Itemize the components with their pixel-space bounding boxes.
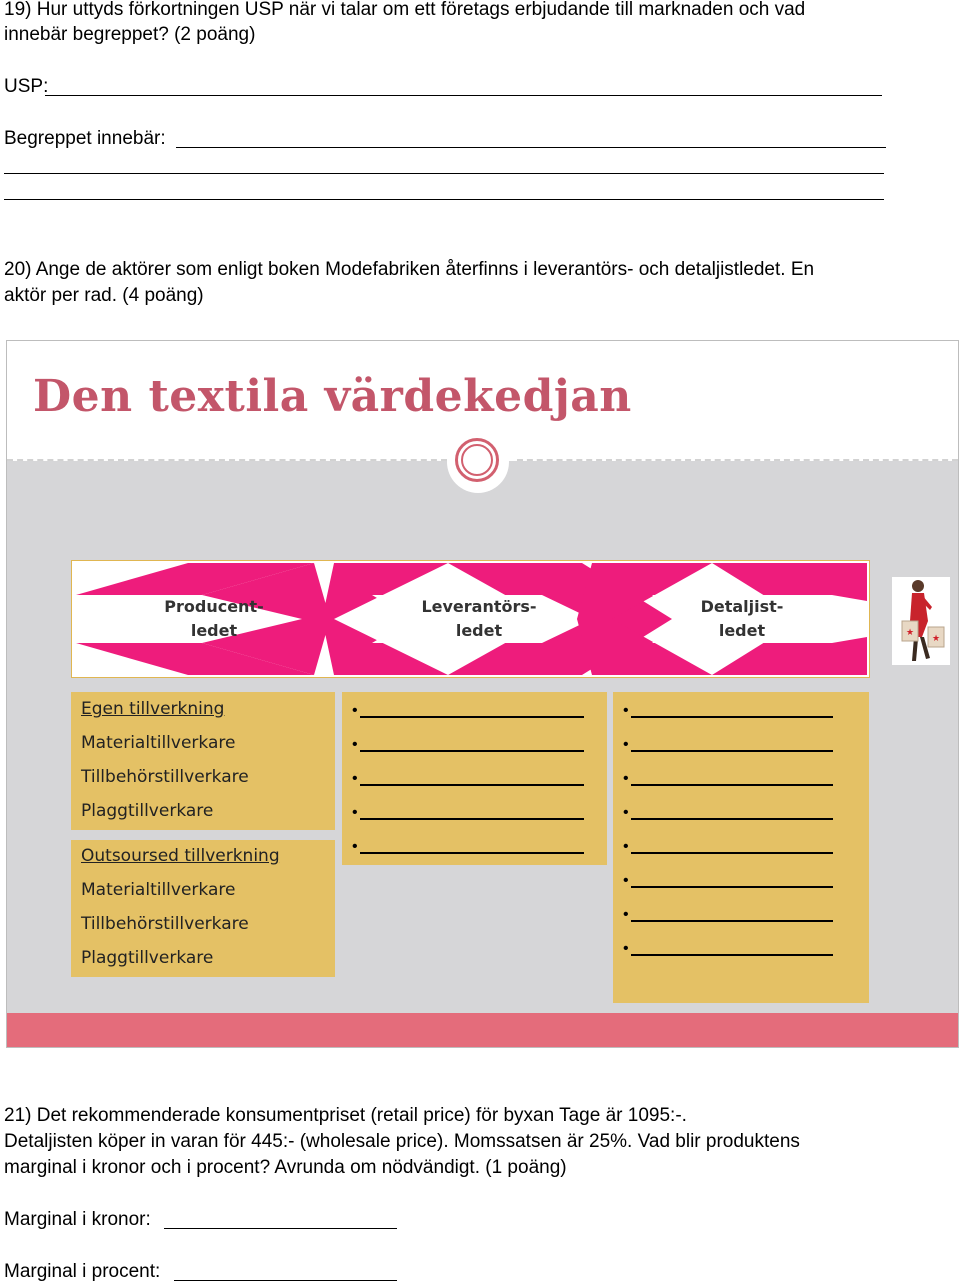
egen-tillverkning-heading: Egen tillverkning <box>81 699 225 719</box>
egen-tillbehor-item: Tillbehörstillverkare <box>81 767 249 787</box>
marginal-procent-answer-line[interactable] <box>174 1280 397 1281</box>
value-chain-chevrons <box>71 560 870 678</box>
detaljist-blank-6[interactable] <box>623 873 835 895</box>
bullet-icon: • <box>623 770 629 787</box>
outsourced-tillbehor-item: Tillbehörstillverkare <box>81 914 249 934</box>
usp-answer-line[interactable] <box>45 95 882 96</box>
chain-label-leverantor-line2: ledet <box>455 621 503 640</box>
slide-title: Den textila värdekedjan <box>33 371 632 422</box>
usp-label: USP: <box>4 76 49 97</box>
header-divider-left <box>7 459 447 461</box>
slide-footer-band <box>7 1013 958 1047</box>
q21-text-line3: marginal i kronor och i procent? Avrunda om nödvändigt. (1 poäng) <box>4 1157 567 1178</box>
leverantor-blank-4[interactable] <box>352 805 584 827</box>
chain-label-leverantor <box>409 595 549 643</box>
svg-text:★: ★ <box>905 628 915 638</box>
marginal-kronor-answer-line[interactable] <box>164 1228 397 1229</box>
marginal-kronor-label: Marginal i kronor: <box>4 1209 151 1230</box>
leverantor-blank-2[interactable] <box>352 737 584 759</box>
bullet-icon: • <box>623 872 629 889</box>
q21-text-line2: Detaljisten köper in varan för 445:- (wholesale price). Momssatsen är 25%. Vad blir produktens <box>4 1131 800 1152</box>
value-chain-slide <box>6 340 959 1048</box>
outsourced-plagg-item: Plaggtillverkare <box>81 948 214 968</box>
outsourced-tillverkning-panel <box>71 840 335 977</box>
detaljist-blank-4[interactable] <box>623 805 835 827</box>
chain-label-producent-line1: Producent- <box>164 597 264 616</box>
bullet-icon: • <box>352 838 358 855</box>
egen-plagg-item: Plaggtillverkare <box>81 801 214 821</box>
leverantor-blank-5[interactable] <box>352 839 584 861</box>
q19-text-line2: innebär begreppet? (2 poäng) <box>4 24 256 45</box>
leverantor-blanks-panel <box>342 692 607 865</box>
begreppet-label: Begreppet innebär: <box>4 128 166 149</box>
bullet-icon: • <box>623 906 629 923</box>
chain-label-detaljist <box>672 595 812 643</box>
bullet-icon: • <box>623 702 629 719</box>
leverantor-blank-3[interactable] <box>352 771 584 793</box>
detaljist-blank-7[interactable] <box>623 907 835 929</box>
shopper-woman-image <box>892 577 950 665</box>
chain-label-leverantor-line1: Leverantörs- <box>421 597 537 616</box>
bullet-icon: • <box>623 804 629 821</box>
marginal-procent-label: Marginal i procent: <box>4 1261 161 1282</box>
outsourced-tillverkning-heading: Outsoursed tillverkning <box>81 846 280 866</box>
q19-text-line1: 19) Hur uttyds förkortningen USP när vi talar om ett företags erbjudande till marknaden och vad <box>4 0 806 20</box>
chain-label-producent <box>144 595 284 643</box>
bullet-icon: • <box>352 702 358 719</box>
begreppet-answer-line-2[interactable] <box>4 173 884 174</box>
detaljist-blanks-panel <box>613 692 869 1003</box>
chain-label-detaljist-line2: ledet <box>718 621 766 640</box>
q21-text-line1: 21) Det rekommenderade konsumentpriset (retail price) för byxan Tage är 1095:-. <box>4 1105 687 1126</box>
egen-material-item: Materialtillverkare <box>81 733 236 753</box>
shopper-figure-icon <box>892 577 950 665</box>
bullet-icon: • <box>352 770 358 787</box>
outsourced-material-item: Materialtillverkare <box>81 880 236 900</box>
chain-label-producent-line2: ledet <box>190 621 238 640</box>
detaljist-blank-2[interactable] <box>623 737 835 759</box>
begreppet-answer-line-3[interactable] <box>4 199 884 200</box>
svg-text:★: ★ <box>931 634 941 644</box>
detaljist-blank-3[interactable] <box>623 771 835 793</box>
bullet-icon: • <box>623 736 629 753</box>
leverantor-blank-1[interactable] <box>352 703 584 725</box>
header-divider-right <box>517 459 958 461</box>
q20-text-line1: 20) Ange de aktörer som enligt boken Modefabriken återfinns i leverantörs- och detaljistledet. En <box>4 259 815 280</box>
bullet-icon: • <box>352 804 358 821</box>
chain-label-detaljist-line1: Detaljist- <box>700 597 784 616</box>
bullet-icon: • <box>623 940 629 957</box>
detaljist-blank-8[interactable] <box>623 941 835 963</box>
bullet-icon: • <box>623 838 629 855</box>
circle-ornament-inner-icon <box>461 444 493 476</box>
q20-text-line2: aktör per rad. (4 poäng) <box>4 285 204 306</box>
detaljist-blank-1[interactable] <box>623 703 835 725</box>
detaljist-blank-5[interactable] <box>623 839 835 861</box>
bullet-icon: • <box>352 736 358 753</box>
egen-tillverkning-panel <box>71 692 335 830</box>
begreppet-answer-line-1[interactable] <box>176 147 886 148</box>
